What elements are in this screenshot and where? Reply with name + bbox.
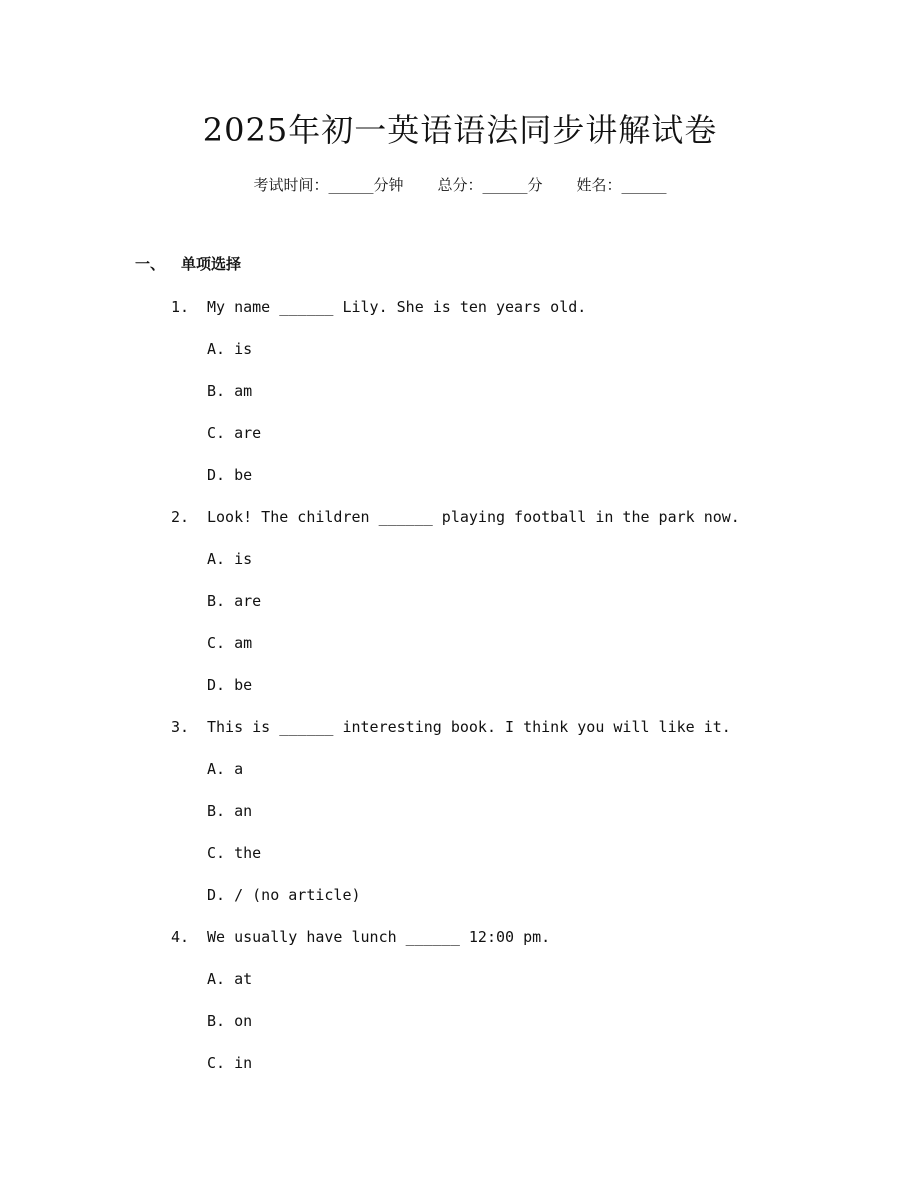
option-text: B. are	[207, 592, 262, 610]
question-1	[0, 293, 920, 335]
option-2c	[0, 629, 920, 671]
option-text: C. am	[207, 634, 253, 652]
option-text: D. be	[207, 466, 253, 484]
exam-meta	[0, 171, 920, 199]
section-heading	[135, 251, 241, 277]
question-text: This is ______ interesting book. I think you will like it.	[207, 718, 731, 736]
option-text: A. is	[207, 550, 253, 568]
option-3c	[0, 839, 920, 881]
total-score-field: 总分：______分	[437, 176, 543, 194]
option-1c	[0, 419, 920, 461]
question-4	[0, 923, 920, 965]
page-title: 2025年初一英语语法同步讲解试卷	[202, 111, 718, 149]
question-number: 2.	[171, 508, 190, 526]
question-text: Look! The children ______ playing football in the park now.	[207, 508, 740, 526]
exam-time-field: 考试时间：______分钟	[253, 176, 404, 194]
question-3	[0, 713, 920, 755]
question-list	[0, 293, 920, 1091]
option-4b	[0, 1007, 920, 1049]
option-2d	[0, 671, 920, 713]
option-1b	[0, 377, 920, 419]
option-2a	[0, 545, 920, 587]
option-1a	[0, 335, 920, 377]
option-text: B. on	[207, 1012, 253, 1030]
option-text: A. at	[207, 970, 253, 988]
name-field: 姓名：______	[576, 176, 667, 194]
question-number: 4.	[171, 928, 190, 946]
option-3a	[0, 755, 920, 797]
option-text: D. be	[207, 676, 253, 694]
question-2	[0, 503, 920, 545]
section-title: 单项选择	[181, 255, 242, 273]
option-text: B. am	[207, 382, 253, 400]
option-4c	[0, 1049, 920, 1091]
option-3b	[0, 797, 920, 839]
question-number: 3.	[171, 718, 190, 736]
option-4a	[0, 965, 920, 1007]
option-2b	[0, 587, 920, 629]
option-text: B. an	[207, 802, 253, 820]
option-text: C. are	[207, 424, 262, 442]
section-number: 一、	[135, 255, 166, 273]
option-text: A. a	[207, 760, 244, 778]
option-1d	[0, 461, 920, 503]
option-text: D. / (no article)	[207, 886, 361, 904]
question-number: 1.	[171, 298, 190, 316]
option-text: C. in	[207, 1054, 253, 1072]
option-text: C. the	[207, 844, 262, 862]
option-text: A. is	[207, 340, 253, 358]
question-text: My name ______ Lily. She is ten years old.	[207, 298, 587, 316]
option-3d	[0, 881, 920, 923]
question-text: We usually have lunch ______ 12:00 pm.	[207, 928, 551, 946]
